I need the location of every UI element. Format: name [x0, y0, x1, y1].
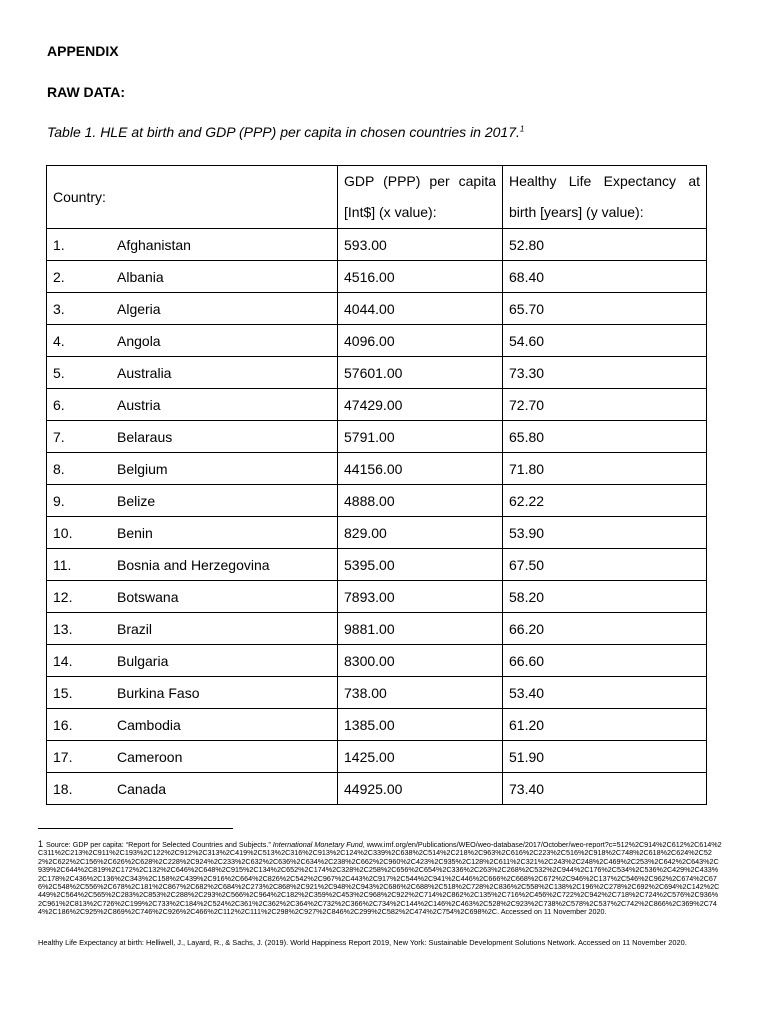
country-cell — [47, 357, 338, 389]
table-row — [47, 645, 707, 677]
country-name: Belaraus — [117, 428, 173, 445]
country-cell — [47, 229, 338, 261]
gdp-value: 5395.00 — [338, 549, 503, 581]
hle-value: 65.70 — [503, 293, 707, 325]
gdp-value: 9881.00 — [338, 613, 503, 645]
country-name: Bosnia and Herzegovina — [117, 556, 270, 573]
row-number: 7. — [53, 428, 65, 445]
gdp-value: 5791.00 — [338, 421, 503, 453]
table-row — [47, 773, 707, 805]
row-number: 9. — [53, 492, 65, 509]
row-number: 18. — [53, 780, 73, 797]
country-name: Benin — [117, 524, 153, 541]
row-number: 16. — [53, 716, 73, 733]
header-country: Country: — [47, 166, 338, 229]
footnote-marker: 1 — [38, 839, 44, 849]
table-row — [47, 261, 707, 293]
country-name: Belize — [117, 492, 156, 509]
country-cell — [47, 517, 338, 549]
gdp-value: 4888.00 — [338, 485, 503, 517]
gdp-value: 44156.00 — [338, 453, 503, 485]
country-cell — [47, 549, 338, 581]
row-number: 1. — [53, 236, 65, 253]
hle-value: 61.20 — [503, 709, 707, 741]
country-cell — [47, 645, 338, 677]
gdp-value: 47429.00 — [338, 389, 503, 421]
country-cell — [47, 293, 338, 325]
hle-value: 71.80 — [503, 453, 707, 485]
country-name: Angola — [117, 332, 161, 349]
table-header-row — [47, 166, 707, 229]
gdp-value: 8300.00 — [338, 645, 503, 677]
hle-value: 58.20 — [503, 581, 707, 613]
country-cell — [47, 773, 338, 805]
footnote-gdp-source — [38, 841, 722, 917]
country-name: Cambodia — [117, 716, 181, 733]
gdp-value: 4516.00 — [338, 261, 503, 293]
header-gdp-line2: [Int$] (x value): — [344, 204, 437, 220]
caption-footnote-ref: 1 — [519, 124, 525, 134]
hle-value: 53.40 — [503, 677, 707, 709]
hle-value: 62.22 — [503, 485, 707, 517]
country-cell — [47, 709, 338, 741]
country-cell — [47, 389, 338, 421]
country-name: Canada — [117, 780, 167, 797]
footnote-separator — [38, 828, 233, 829]
hle-value: 72.70 — [503, 389, 707, 421]
country-name: Bulgaria — [117, 652, 169, 669]
hle-value: 65.80 — [503, 421, 707, 453]
table-caption — [47, 124, 524, 140]
table-row — [47, 293, 707, 325]
table-row — [47, 677, 707, 709]
row-number: 6. — [53, 396, 65, 413]
table-row — [47, 325, 707, 357]
table-row — [47, 517, 707, 549]
country-name: Afghanistan — [117, 236, 191, 253]
table-row — [47, 357, 707, 389]
country-cell — [47, 613, 338, 645]
header-gdp — [338, 166, 503, 229]
table-row — [47, 613, 707, 645]
country-cell — [47, 581, 338, 613]
caption-text: Table 1. HLE at birth and GDP (PPP) per capita in chosen countries in 2017. — [47, 124, 520, 140]
table-row — [47, 549, 707, 581]
gdp-value: 7893.00 — [338, 581, 503, 613]
row-number: 17. — [53, 748, 73, 765]
hle-value: 53.90 — [503, 517, 707, 549]
row-number: 13. — [53, 620, 73, 637]
country-name: Austria — [117, 396, 161, 413]
row-number: 15. — [53, 684, 73, 701]
table-row — [47, 229, 707, 261]
raw-data-heading: RAW DATA: — [47, 84, 126, 100]
hle-value: 73.30 — [503, 357, 707, 389]
footnote-gdp-prefix: Source: GDP per capita: “Report for Selected Countries and Subjects.” — [46, 840, 273, 849]
hle-value: 73.40 — [503, 773, 707, 805]
table-row — [47, 485, 707, 517]
footnote-gdp-journal: International Monetary Fund — [272, 840, 363, 849]
hle-value: 68.40 — [503, 261, 707, 293]
header-hle-line2: birth [years] (y value): — [509, 204, 644, 220]
country-cell — [47, 421, 338, 453]
row-number: 8. — [53, 460, 65, 477]
table-row — [47, 581, 707, 613]
footnote-hle-source: Healthy Life Expectancy at birth: Helliwell, J., Layard, R., & Sachs, J. (2019). World Happiness Report 2019, New York: Sustainable Development Solutions Network. Accessed on 11 November 2020. — [38, 938, 687, 947]
table-row — [47, 421, 707, 453]
hle-value: 66.60 — [503, 645, 707, 677]
country-cell — [47, 677, 338, 709]
footnote-gdp-url: , www.imf.org/en/Publications/WEO/weo-database/2017/October/weo-report?c=512%2C914%2C612%2C614%2C311%2C213%2C911%2C193%2C122%2C912%2C313%2C419%2C513%2C316%2C913%2C124%2C339%2C638%2C514%2C218%2C963%2C616%2C223%2C516%2C918%2C748%2C618%2C624%2C522%2C622%2C156%2C626%2C628%2C228%2C924%2C233%2C632%2C636%2C634%2C238%2C662%2C960%2C423%2C935%2C128%2C611%2C321%2C243%2C248%2C469%2C253%2C642%2C643%2C939%2C644%2C819%2C172%2C132%2C646%2C648%2C915%2C134%2C652%2C174%2C328%2C258%2C656%2C654%2C336%2C263%2C268%2C532%2C944%2C176%2C534%2C536%2C429%2C433%2C178%2C436%2C136%2C343%2C158%2C439%2C916%2C664%2C826%2C542%2C967%2C443%2C917%2C544%2C941%2C446%2C666%2C668%2C672%2C946%2C137%2C546%2C962%2C674%2C676%2C548%2C556%2C678%2C181%2C867%2C682%2C684%2C273%2C868%2C921%2C948%2C943%2C686%2C688%2C518%2C728%2C836%2C558%2C138%2C196%2C278%2C692%2C694%2C142%2C449%2C564%2C565%2C283%2C853%2C288%2C293%2C566%2C964%2C182%2C359%2C453%2C968%2C922%2C714%2C862%2C135%2C716%2C456%2C722%2C942%2C718%2C724%2C576%2C936%2C961%2C813%2C726%2C199%2C733%2C184%2C524%2C361%2C362%2C364%2C732%2C366%2C734%2C144%2C146%2C463%2C528%2C923%2C738%2C578%2C537%2C742%2C866%2C369%2C744%2C186%2C925%2C869%2C746%2C926%2C466%2C112%2C111%2C298%2C927%2C846%2C299%2C582%2C474%2C754%2C698%2C. Accessed on 11 November 2020. — [38, 840, 722, 917]
table-row — [47, 453, 707, 485]
table-row — [47, 741, 707, 773]
country-name: Albania — [117, 268, 164, 285]
gdp-value: 1425.00 — [338, 741, 503, 773]
country-cell — [47, 485, 338, 517]
row-number: 4. — [53, 332, 65, 349]
gdp-value: 4044.00 — [338, 293, 503, 325]
gdp-value: 738.00 — [338, 677, 503, 709]
row-number: 3. — [53, 300, 65, 317]
row-number: 10. — [53, 524, 73, 541]
country-name: Brazil — [117, 620, 153, 637]
gdp-value: 44925.00 — [338, 773, 503, 805]
data-table — [46, 165, 707, 805]
row-number: 2. — [53, 268, 65, 285]
row-number: 14. — [53, 652, 73, 669]
hle-value: 54.60 — [503, 325, 707, 357]
country-name: Burkina Faso — [117, 684, 200, 701]
row-number: 12. — [53, 588, 73, 605]
row-number: 5. — [53, 364, 65, 381]
row-number: 11. — [53, 556, 72, 573]
country-name: Belgium — [117, 460, 168, 477]
hle-value: 52.80 — [503, 229, 707, 261]
country-cell — [47, 741, 338, 773]
gdp-value: 4096.00 — [338, 325, 503, 357]
header-gdp-line1: GDP (PPP) per capita — [344, 173, 496, 189]
country-cell — [47, 325, 338, 357]
country-cell — [47, 453, 338, 485]
gdp-value: 57601.00 — [338, 357, 503, 389]
country-name: Australia — [117, 364, 172, 381]
country-name: Cameroon — [117, 748, 183, 765]
hle-value: 51.90 — [503, 741, 707, 773]
header-hle-line1: Healthy Life Expectancy at — [509, 173, 700, 189]
gdp-value: 1385.00 — [338, 709, 503, 741]
hle-value: 66.20 — [503, 613, 707, 645]
gdp-value: 593.00 — [338, 229, 503, 261]
country-name: Algeria — [117, 300, 161, 317]
header-hle — [503, 166, 707, 229]
hle-value: 67.50 — [503, 549, 707, 581]
table-row — [47, 389, 707, 421]
appendix-heading: APPENDIX — [47, 43, 119, 59]
table-row — [47, 709, 707, 741]
country-cell — [47, 261, 338, 293]
country-name: Botswana — [117, 588, 179, 605]
gdp-value: 829.00 — [338, 517, 503, 549]
